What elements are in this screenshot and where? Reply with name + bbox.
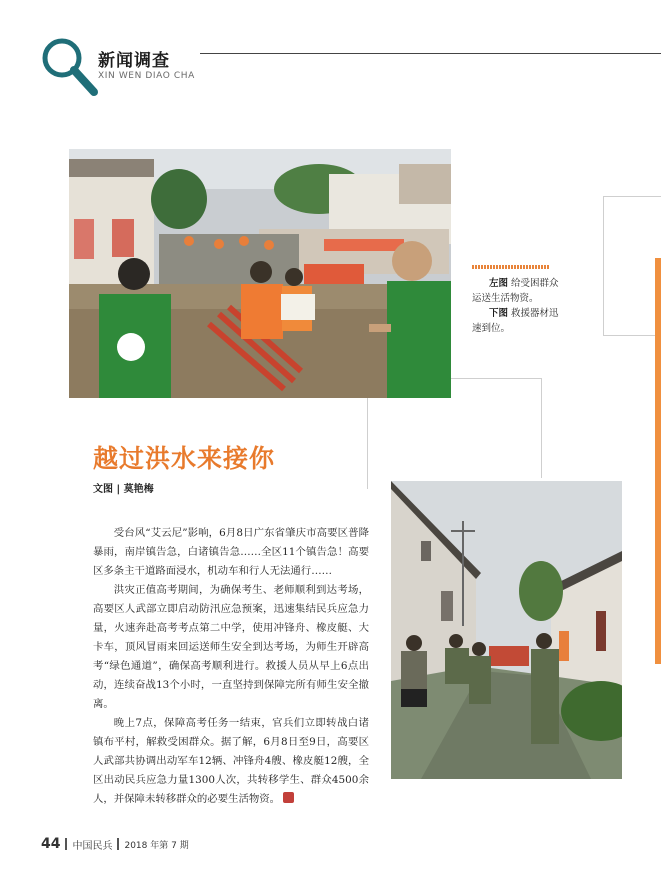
caption-dotted-bar	[472, 265, 550, 269]
caption-top: 左图 给受困群众运送生活物资。	[472, 278, 559, 304]
article-byline: 文图 | 莫艳梅	[93, 484, 154, 495]
section-title: 新闻调查	[98, 51, 170, 71]
issue-label: 2018 年第 7 期	[124, 840, 189, 851]
end-mark-icon	[283, 792, 294, 803]
article-headline: 越过洪水来接你	[93, 444, 276, 473]
photo-flood-delivery	[69, 149, 451, 398]
photo-rescue-equipment	[391, 481, 622, 779]
frame-line	[603, 196, 604, 336]
frame-line	[451, 378, 542, 379]
orange-side-accent	[655, 258, 661, 664]
page-number: 44	[41, 836, 61, 852]
photo-captions	[472, 276, 562, 336]
footer-separator	[117, 838, 119, 850]
footer-separator	[65, 838, 67, 850]
frame-line	[603, 196, 661, 197]
section-title-pinyin: XIN WEN DIAO CHA	[98, 71, 195, 81]
article-body	[93, 524, 369, 809]
page-footer	[41, 836, 189, 852]
article-paragraph: 受台风“艾云尼”影响，6月8日广东省肇庆市高要区普降暴雨，南岸镇告急，白诸镇告急……全区11个镇告急！高要区多条主干道路面浸水，机动车和行人无法通行……	[93, 527, 369, 577]
magazine-name: 中国民兵	[72, 840, 113, 852]
article-paragraph: 洪灾正值高考期间，为确保考生、老师顺利到达考场，高要区人武部立即启动防汛应急预案，迅速集结民兵应急力量，火速奔赴高考考点第二中学，使用冲锋舟、橡皮艇、大卡车，顶风冒雨来回运送师生安全到达考场，为师生开辟高考“绿色通道”，确保高考顺利进行。救援人员从早上6点出动，连续奋战13个小时，一直坚持到保障完所有师生安全撤离。	[93, 584, 369, 710]
header-rule	[200, 53, 661, 54]
article-paragraph: 晚上7点，保障高考任务一结束，官兵们立即转战白诸镇布平村，解救受困群众。据了解，6月8日至9日，高要区人武部共协调出动军车12辆、冲锋舟4艘、橡皮艇12艘，全区出动民兵应急力量1300人次，共转移学生、群众4500余人，并保障未转移群众的必要生活物资。	[93, 717, 369, 805]
frame-line	[541, 378, 542, 478]
caption-bottom: 下图 救援器材迅速到位。	[472, 308, 559, 334]
magnifier-icon	[38, 36, 104, 102]
frame-line	[603, 335, 661, 336]
